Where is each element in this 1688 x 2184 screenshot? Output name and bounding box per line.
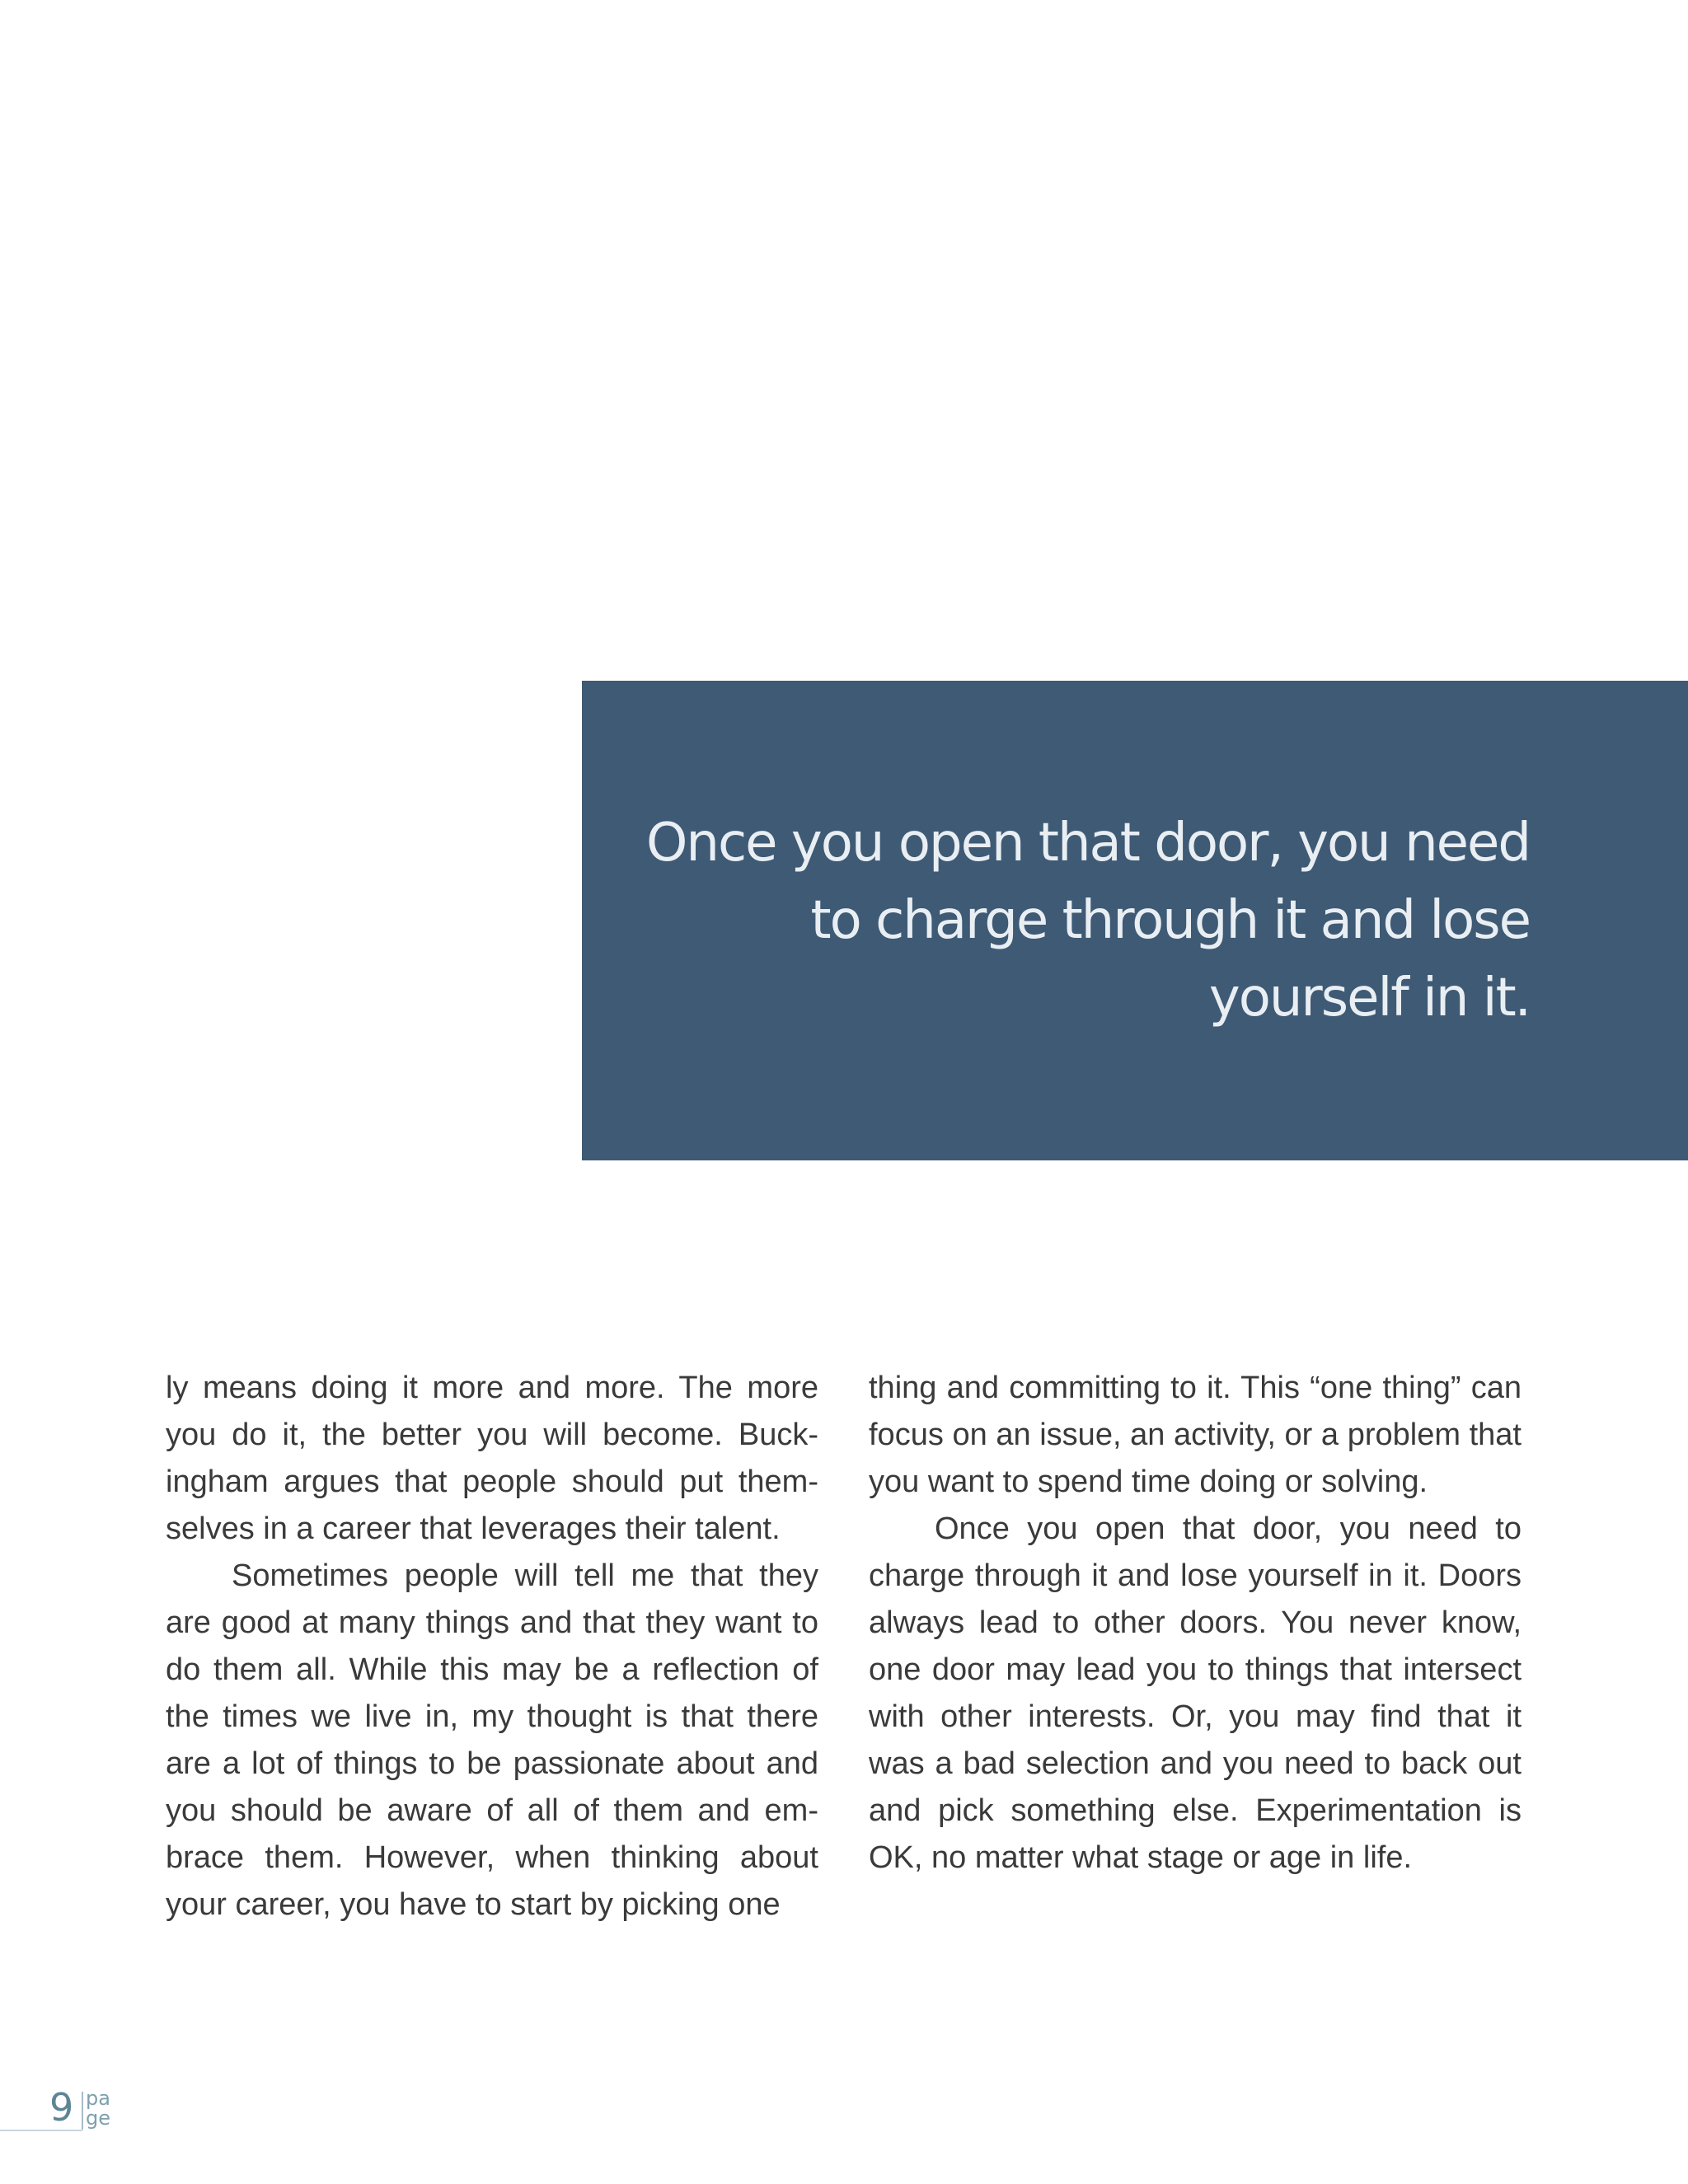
folio-rule — [0, 2130, 82, 2131]
page-number: 9 — [49, 2085, 74, 2130]
folio-divider — [82, 2092, 83, 2130]
right-paragraph-1: thing and committing to it. This “one thing” can focus on an issue, an activity, or a problem that you want to spend time doing or solving. — [869, 1371, 1522, 1499]
right-paragraph-2: Once you open that door, you need to charge through it and lose yourself in it. Doors always lead to other doors. You never know, one door may lead you to things that intersect with other interests. Or, you may find that it was a bad selection and you need to back out and pick something else. Experimentation is OK, no matter what stage or age in life. — [869, 1511, 1522, 1875]
left-paragraph-1: ly means doing it more and more. The more you do it, the better you will become. Buckingham argues that people should put themselves in a career that leverages their talent. — [166, 1371, 818, 1546]
pull-quote — [598, 804, 1530, 1037]
pull-quote-line-3: yourself in it. — [1208, 968, 1530, 1029]
left-column — [166, 1365, 818, 1929]
folio-word-bottom: ge — [86, 2107, 110, 2130]
pull-quote-box — [582, 681, 1688, 1160]
right-column — [869, 1365, 1522, 1929]
body-columns — [166, 1365, 1522, 1929]
pull-quote-line-1: Once you open that door, you need — [646, 813, 1530, 874]
pull-quote-line-2: to charge through it and lose — [810, 890, 1530, 951]
page-folio — [0, 2087, 132, 2136]
folio-word-top: pa — [86, 2087, 110, 2110]
left-paragraph-2: Sometimes people will tell me that they are good at many things and that they want to do them all. While this may be a reflection of the times we live in, my thought is that there are a lot of things to be passionate about and you should be aware of all of them and embrace them. However, when thinking about your career, you have to start by picking one — [166, 1558, 818, 1922]
